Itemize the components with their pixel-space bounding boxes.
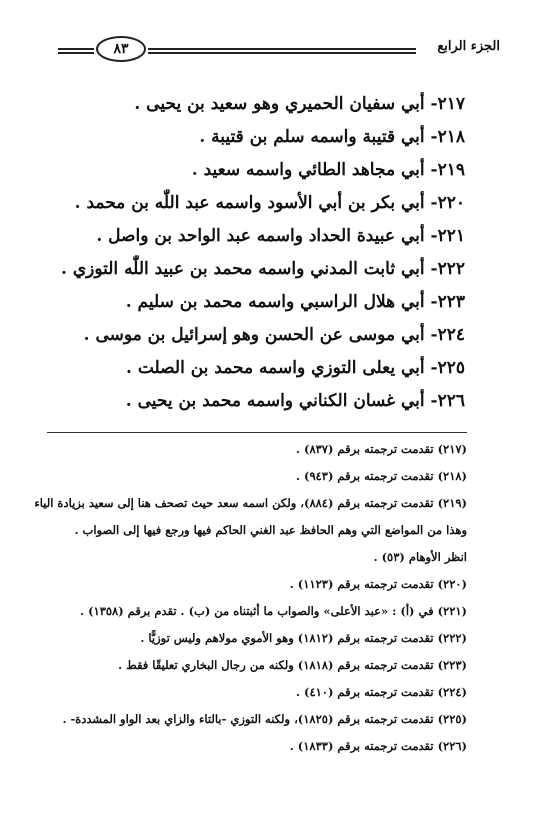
footnote: (٢٢٣) تقدمت ترجمته برقم (١٨١٨) ولكنه من رجال البخاري تعليقًا فقط . bbox=[118, 658, 467, 672]
list-item: ٢٢٥- أبي يعلى التوزي واسمه محمد بن الصلت . bbox=[125, 358, 465, 378]
footnote: (٢٢٤) تقدمت ترجمته برقم (٤١٠) . bbox=[295, 685, 467, 699]
footnote: (٢١٧) تقدمت ترجمته برقم (٨٣٧) . bbox=[295, 442, 467, 456]
rule-line bbox=[148, 52, 416, 54]
footnote-line: انظر الأوهام (٥٣) . bbox=[373, 550, 467, 564]
footnote-line: (٢١٩) تقدمت ترجمته برقم (٨٨٤)، ولكن اسمه سعد حيث تصحف هنا إلى سعيد بزيادة الياء bbox=[34, 496, 467, 510]
page-header bbox=[58, 34, 500, 74]
footnote: (٢٢٢) تقدمت ترجمته برقم (١٨١٢) وهو الأموي مولاهم وليس توزيًّا . bbox=[140, 631, 467, 645]
rule-line bbox=[58, 52, 94, 54]
list-item: ٢٢٦- أبي غسان الكناني واسمه محمد بن يحيى . bbox=[125, 391, 465, 411]
footnote bbox=[34, 490, 467, 571]
rule-line bbox=[148, 48, 416, 50]
list-item: ٢٢٣- أبي هلال الراسبي واسمه محمد بن سليم . bbox=[125, 292, 465, 312]
entry-list bbox=[60, 88, 465, 418]
list-item: ٢٢٤- أبي موسى عن الحسن وهو إسرائيل بن موسى . bbox=[83, 325, 465, 345]
running-title: الجزء الرابع bbox=[437, 39, 500, 54]
list-item: ٢١٨- أبي قتيبة واسمه سلم بن قتيبة . bbox=[199, 127, 465, 147]
footnote: (٢٢١) في (أ) : «عبد الأعلى» والصواب ما أثبتناه من (ب) . تقدم برقم (١٣٥٨) . bbox=[80, 604, 467, 618]
list-item: ٢١٧- أبي سفيان الحميري وهو سعيد بن يحيى . bbox=[134, 94, 465, 114]
footnote: (٢١٨) تقدمت ترجمته برقم (٩٤٣) . bbox=[295, 469, 467, 483]
list-item: ٢٢٢- أبي ثابت المدني واسمه محمد بن عبيد اللّٰه التوزي . bbox=[60, 259, 465, 279]
footnotes bbox=[34, 436, 467, 760]
list-item: ٢١٩- أبي مجاهد الطائي واسمه سعيد . bbox=[191, 160, 465, 180]
footnote-line: وهذا من المواضع التي وهم الحافظ عبد الغني الحاكم فيها ورجع فيها إلى الصواب . bbox=[74, 523, 467, 537]
list-item: ٢٢١- أبي عبيدة الحداد واسمه عبد الواحد بن واصل . bbox=[96, 226, 465, 246]
list-item: ٢٢٠- أبي بكر بن أبي الأسود واسمه عبد اللّٰه بن محمد . bbox=[74, 193, 465, 213]
footnote: (٢٢٥) تقدمت ترجمته برقم (١٨٢٥)، ولكنه التوزي -بالتاء والزاي بعد الواو المشددة- . bbox=[62, 712, 467, 726]
footnote-separator bbox=[47, 432, 467, 433]
footnote: (٢٢٦) تقدمت ترجمته برقم (١٨٣٣) . bbox=[289, 739, 467, 753]
footnote: (٢٢٠) تقدمت ترجمته برقم (١١٢٣) . bbox=[289, 577, 467, 591]
rule-line bbox=[58, 48, 94, 50]
page-number: ٨٣ bbox=[96, 36, 146, 62]
